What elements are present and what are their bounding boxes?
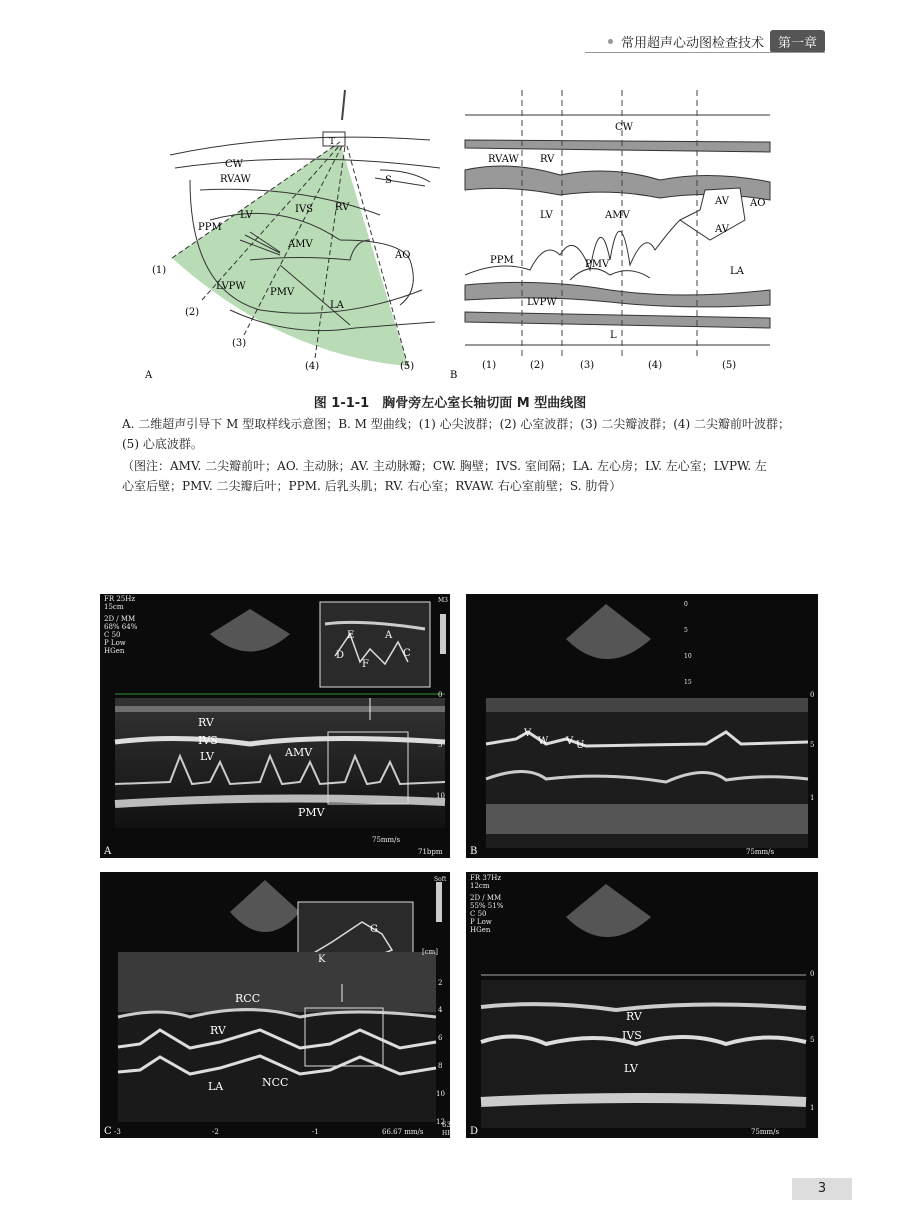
c-scale-2: 2 bbox=[438, 979, 443, 987]
a-label-pmv: PMV bbox=[298, 806, 325, 819]
zone-1: (1) bbox=[482, 360, 497, 371]
d-fr: FR 37Hz bbox=[470, 874, 502, 882]
header-rule bbox=[585, 52, 825, 53]
b-label-rvaw: RVAW bbox=[488, 154, 519, 165]
b-label-rv: RV bbox=[540, 154, 555, 165]
a-param-2: P Low bbox=[104, 639, 126, 647]
c-hr-label: HR bbox=[442, 1130, 452, 1137]
bullet-icon bbox=[608, 39, 613, 44]
c-hr: 63 bbox=[442, 1121, 451, 1129]
b-scale-5: 5 bbox=[810, 741, 815, 749]
header-title: 常用超声心动图检查技术 bbox=[620, 35, 764, 51]
label-la: LA bbox=[330, 300, 344, 311]
d-scale-1: 1 bbox=[810, 1104, 815, 1112]
d-label-lv: LV bbox=[624, 1062, 638, 1075]
zone-5: (5) bbox=[722, 360, 737, 371]
c-scale-8: 8 bbox=[438, 1062, 443, 1070]
label-rvaw: RVAW bbox=[220, 174, 251, 185]
line-2: (2) bbox=[185, 307, 200, 318]
panel-a-letter: A bbox=[145, 370, 153, 381]
b-u: U bbox=[576, 740, 585, 751]
c-inset-g: G bbox=[370, 924, 378, 935]
figure-desc-2: (5) 心底波群。 bbox=[122, 437, 203, 451]
a-scale-10: 10 bbox=[436, 792, 445, 800]
d-depth: 12cm bbox=[470, 882, 490, 890]
a-label-ivs: IVS bbox=[198, 734, 218, 747]
label-s: S bbox=[385, 175, 392, 186]
a-scale-0: 0 bbox=[438, 691, 443, 699]
a-hr: 71bpm bbox=[418, 848, 443, 856]
line-3: (3) bbox=[232, 338, 247, 349]
label-lvpw: LVPW bbox=[216, 281, 246, 292]
a-letter: A bbox=[104, 846, 112, 857]
panel-b-curves bbox=[450, 90, 770, 381]
figure-note-1: （图注：AMV. 二尖瓣前叶；AO. 主动脉；AV. 主动脉瓣；CW. 胸壁；IVS. 室间隔；LA. 左心房；LV. 左心室；LVPW. 左 bbox=[122, 459, 767, 473]
echo-panel-d bbox=[466, 872, 818, 1138]
b-label-lv: LV bbox=[540, 210, 553, 221]
b-label-amv: AMV bbox=[605, 210, 630, 221]
echo-panel-c bbox=[100, 872, 450, 1138]
label-lv: LV bbox=[240, 210, 253, 221]
c-inset-k: K bbox=[318, 954, 326, 965]
c-scale-4: 4 bbox=[438, 1006, 443, 1014]
label-t: T bbox=[329, 137, 336, 147]
a-depth: 15cm bbox=[104, 603, 124, 611]
running-header bbox=[608, 30, 825, 52]
c-x-2: -2 bbox=[212, 1128, 219, 1136]
a-mode: 2D / MM bbox=[104, 615, 136, 623]
c-label-la: LA bbox=[208, 1080, 224, 1093]
c-label-rcc: RCC bbox=[235, 992, 261, 1005]
d-speed: 75mm/s bbox=[751, 1128, 780, 1136]
figure-note-2: 心室后壁；PMV. 二尖瓣后叶；PPM. 后乳头肌；RV. 右心室；RVAW. 右心室前壁；S. 肋骨） bbox=[122, 479, 622, 493]
d-param-0: 55% 51% bbox=[470, 902, 504, 910]
d-label-rv: RV bbox=[626, 1010, 642, 1023]
b-label-ao: AO bbox=[750, 198, 766, 209]
c-scale-6: 6 bbox=[438, 1034, 443, 1042]
c-cm: [cm] bbox=[422, 948, 439, 956]
zone-3: (3) bbox=[580, 360, 595, 371]
zone-4: (4) bbox=[648, 360, 663, 371]
panel-b-letter: B bbox=[450, 370, 458, 381]
a-param-1: C 50 bbox=[104, 631, 121, 639]
d-scale-5: 5 bbox=[810, 1036, 815, 1044]
c-label-ncc: NCC bbox=[262, 1076, 289, 1089]
b-v2: V bbox=[566, 736, 574, 747]
b-label-ppm: PPM bbox=[490, 255, 514, 266]
label-ao: AO bbox=[395, 250, 411, 261]
a-inset-c: C bbox=[403, 648, 411, 659]
a-label-lv: LV bbox=[200, 750, 214, 763]
a-speed: 75mm/s bbox=[372, 836, 401, 844]
label-rv: RV bbox=[335, 202, 350, 213]
b-letter: B bbox=[470, 846, 478, 857]
b-scale-0: 0 bbox=[810, 691, 815, 699]
c-x-1: -1 bbox=[312, 1128, 319, 1136]
label-ppm: PPM bbox=[198, 222, 222, 233]
a-inset-f: F bbox=[362, 659, 369, 670]
b-label-l: L bbox=[610, 330, 617, 341]
c-letter: C bbox=[104, 1126, 112, 1137]
line-5: (5) bbox=[400, 361, 415, 372]
b-top-5: 5 bbox=[684, 627, 688, 634]
b-label-cw: CW bbox=[615, 122, 633, 133]
d-param-2: P Low bbox=[470, 918, 492, 926]
a-fr: FR 25Hz bbox=[104, 595, 136, 603]
b-label-lvpw: LVPW bbox=[527, 297, 557, 308]
c-soft: Soft bbox=[434, 876, 447, 883]
b-top-0: 0 bbox=[684, 601, 688, 608]
figure-1-diagram bbox=[140, 90, 780, 385]
a-param-0: 68% 64% bbox=[104, 623, 138, 631]
a-inset-d: D bbox=[336, 650, 345, 661]
a-param-3: HGen bbox=[104, 647, 125, 655]
b-label-la: LA bbox=[730, 266, 744, 277]
b-w: W bbox=[538, 736, 549, 747]
a-label-rv: RV bbox=[198, 716, 214, 729]
echo-panel-b bbox=[466, 594, 818, 858]
c-x-3: -3 bbox=[114, 1128, 121, 1136]
zone-2: (2) bbox=[530, 360, 545, 371]
c-label-rv: RV bbox=[210, 1024, 226, 1037]
line-4: (4) bbox=[305, 361, 320, 372]
panel-a-schematic bbox=[144, 90, 440, 381]
d-param-1: C 50 bbox=[470, 910, 487, 918]
page-number: 3 bbox=[792, 1178, 852, 1200]
d-label-ivs: IVS bbox=[622, 1029, 642, 1042]
b-label-pmv: PMV bbox=[585, 259, 610, 270]
line-1: (1) bbox=[152, 265, 167, 276]
a-label-amv: AMV bbox=[285, 746, 313, 759]
b-scale-1: 1 bbox=[810, 794, 815, 802]
c-speed: 66.67 mm/s bbox=[382, 1128, 424, 1136]
b-label-av1: AV bbox=[715, 196, 729, 207]
a-scale-5: 5 bbox=[438, 741, 443, 749]
b-speed: 75mm/s bbox=[746, 848, 775, 856]
d-letter: D bbox=[470, 1126, 479, 1137]
b-label-av2: AV bbox=[715, 224, 729, 235]
echo-panel-a bbox=[100, 594, 450, 858]
label-cw: CW bbox=[225, 159, 243, 170]
b-top-10: 10 bbox=[684, 653, 692, 660]
c-scale-10: 10 bbox=[436, 1090, 445, 1098]
a-inset-e: E bbox=[347, 630, 355, 641]
d-mode: 2D / MM bbox=[470, 894, 502, 902]
d-scale-0: 0 bbox=[810, 970, 815, 978]
c-scale-12: 12 bbox=[436, 1118, 445, 1126]
a-m3: M3 bbox=[438, 597, 448, 604]
b-v1: V bbox=[524, 728, 532, 739]
a-inset-a: A bbox=[385, 630, 393, 641]
b-top-15: 15 bbox=[684, 679, 692, 686]
d-param-3: HGen bbox=[470, 926, 491, 934]
figure-desc-1: A. 二维超声引导下 M 型取样线示意图；B. M 型曲线；(1) 心尖波群；(2) 心室波群；(3) 二尖瓣波群；(4) 二尖瓣前叶波群； bbox=[122, 417, 791, 431]
label-ivs: IVS bbox=[295, 204, 314, 215]
label-amv: AMV bbox=[288, 239, 313, 250]
label-pmv: PMV bbox=[270, 287, 295, 298]
chapter-badge: 第一章 bbox=[770, 30, 825, 53]
figure-caption: 图 1-1-1 胸骨旁左心室长轴切面 M 型曲线图 bbox=[313, 396, 587, 411]
